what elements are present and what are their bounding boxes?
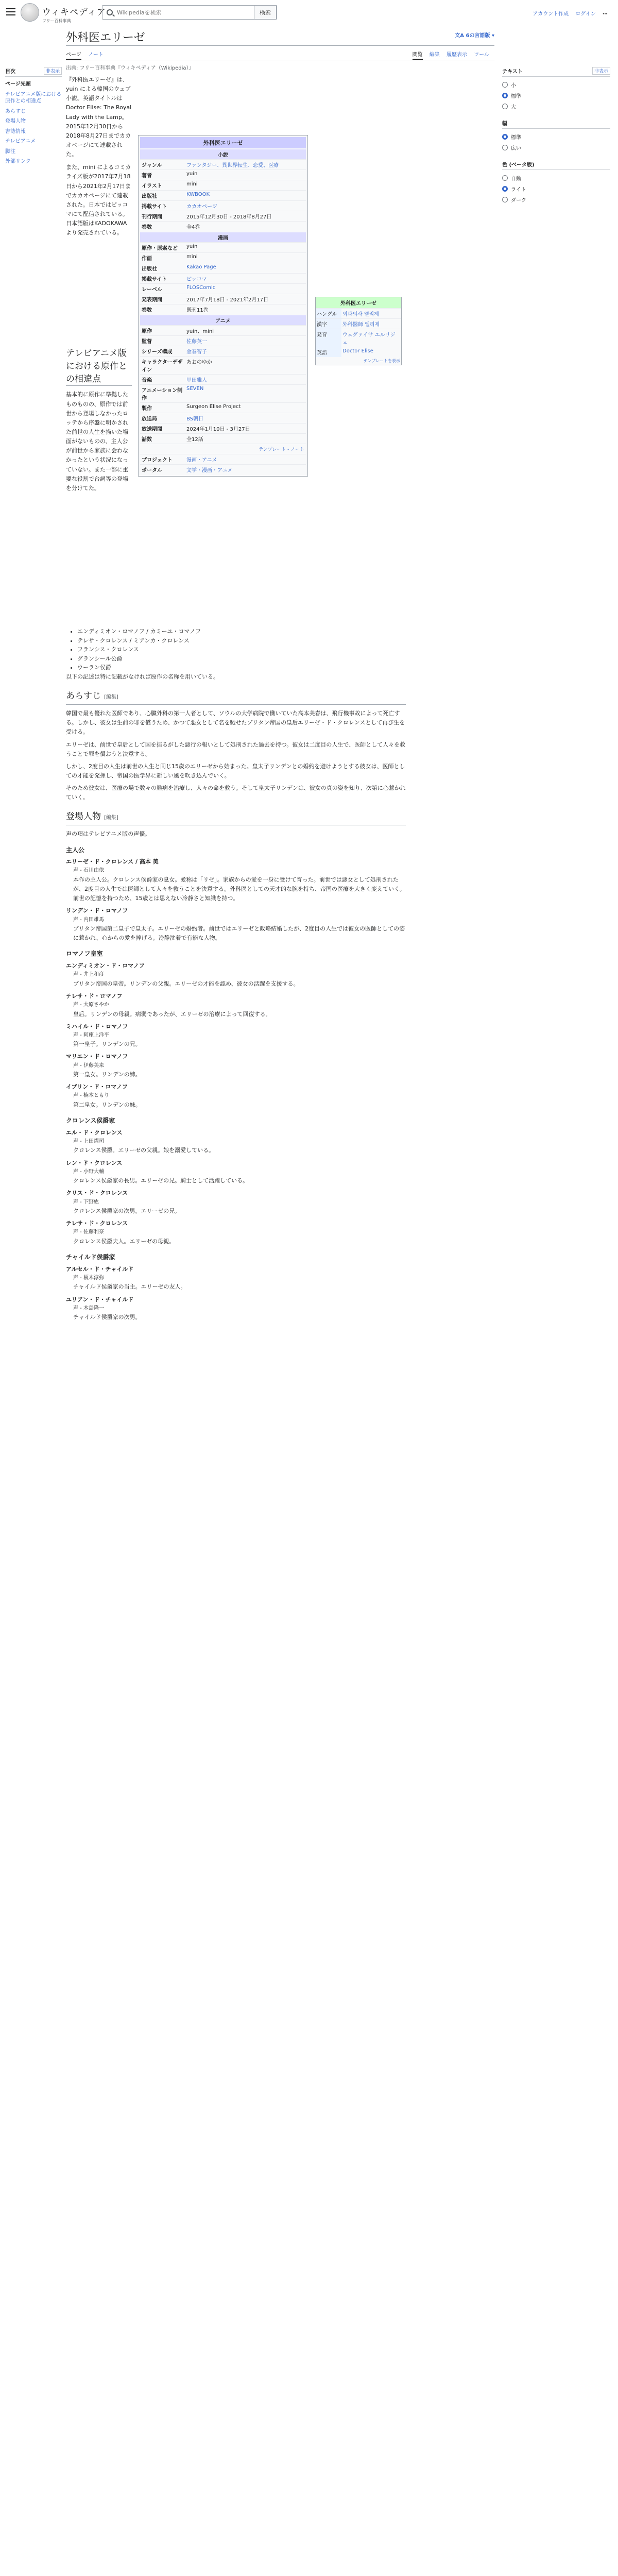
character-name: エル・ド・クロレンス (66, 1129, 123, 1136)
infobox-key: 話数 (142, 437, 152, 443)
infobox-value: 全4巻 (186, 225, 200, 230)
infobox-value[interactable]: カカオページ (186, 204, 217, 210)
infobox-value[interactable]: 金春智子 (186, 349, 207, 355)
infobox-row (140, 384, 306, 402)
korean-name-title: 外科医エリーゼ (316, 297, 401, 308)
radio-icon[interactable] (502, 82, 508, 88)
character-description: ブリタン帝国の皇帝。リンデンの父親。エリーゼの才能を認め、彼女の活躍を支援する。 (73, 980, 299, 987)
character-entry (66, 961, 406, 989)
character-voice-actor[interactable]: 声 - 佐藤利奈 (73, 1229, 104, 1235)
characters-note: 声の項はテレビアニメ版の声優。 (66, 831, 151, 838)
option-label: ライト (511, 187, 526, 193)
character-name: テレサ・ド・ロマノフ (66, 992, 123, 999)
character-description: クロレンス侯爵家の次男。エリーゼの兄。 (73, 1208, 181, 1215)
character-entry (66, 1082, 406, 1110)
toc-item-characters[interactable]: 登場人物 (5, 118, 26, 124)
infobox-value[interactable]: 甲田雅人 (186, 378, 207, 383)
text-size-option[interactable] (502, 79, 610, 90)
korean-name-box (315, 297, 402, 365)
view-tabs (413, 50, 494, 58)
infobox-row (140, 346, 306, 356)
character-entry (66, 992, 406, 1019)
infobox-value[interactable]: ファンタジー、異世界転生、恋愛、医療 (186, 163, 279, 168)
infobox-key: 出版社 (142, 194, 157, 199)
text-size-header (502, 67, 610, 77)
page-tabs (66, 48, 494, 60)
infobox-key: 放送期間 (142, 427, 162, 432)
page-title: 外科医エリーゼ (66, 31, 145, 44)
toc-item-synopsis[interactable]: あらすじ (5, 108, 26, 114)
list-item: • フランシス・クロレンス (77, 645, 406, 654)
infobox-row (140, 273, 306, 283)
site-wordmark[interactable] (42, 5, 106, 24)
infobox-value[interactable]: SEVEN (186, 386, 204, 392)
infobox-value[interactable]: Kakao Page (186, 264, 216, 270)
korean-name-value: Doctor Elise (342, 348, 373, 354)
character-voice-actor[interactable]: 声 - 内田雄馬 (73, 917, 104, 923)
search-button[interactable]: 検索 (254, 5, 277, 20)
main-content (66, 29, 494, 1325)
infobox-value: Surgeon Elise Project (186, 404, 241, 410)
infobox-row (140, 159, 306, 170)
width-option[interactable] (502, 142, 610, 153)
characters-edit-link[interactable]: [編集] (104, 815, 118, 821)
infobox-key: 発表期間 (142, 297, 162, 303)
infobox-row (140, 413, 306, 423)
character-name: リンデン・ド・ロマノフ (66, 907, 128, 914)
character-entry (66, 1128, 406, 1156)
toc-heading: 目次 (5, 69, 15, 75)
anime-diff-heading-text: テレビアニメ版における原作との相違点 (66, 348, 127, 385)
toc-header (5, 67, 62, 77)
character-group-heading: ロマノフ皇室 (66, 950, 103, 958)
infobox-value[interactable]: BS朝日 (186, 416, 204, 422)
tab-read[interactable]: 閲覧 (413, 52, 423, 60)
character-entry (66, 1022, 406, 1049)
character-description: クロレンス侯爵。エリーゼの父親。娘を溺愛している。 (73, 1147, 215, 1154)
more-options-icon[interactable]: ⋯ (603, 11, 608, 17)
character-voice-actor[interactable]: 声 - 大原さやか (73, 1002, 109, 1008)
infobox-row (140, 190, 306, 200)
radio-icon[interactable] (502, 145, 508, 150)
infobox-value: 2015年12月30日 - 2018年8月27日 (186, 214, 272, 220)
infobox-key: 出版社 (142, 266, 157, 272)
character-description: クロレンス侯爵家の長男。エリーゼの兄。騎士として活躍している。 (73, 1177, 249, 1184)
infobox-value[interactable]: KWBOOK (186, 192, 210, 197)
namespace-tabs (66, 50, 109, 58)
infobox-section-novel: 小説 (140, 149, 306, 159)
text-size-heading: テキスト (502, 69, 523, 75)
korean-name-value: ウェグァイサ エルリジェ (342, 332, 396, 346)
infobox-value[interactable]: ピッコマ (186, 277, 207, 282)
infobox-row (140, 211, 306, 221)
infobox-value: mini (186, 181, 198, 187)
search-box (102, 5, 277, 20)
character-voice-actor[interactable]: 声 - 下野紘 (73, 1199, 99, 1205)
infobox-template-link[interactable]: テンプレート - ノート (140, 444, 306, 454)
infobox-value[interactable]: FLOSComic (186, 285, 216, 291)
synopsis-paragraph: 韓国で最も優れた医師であり、心臓外科の第一人者として、ソウルの大学病院で働いていた高本美春は、飛行機事故によって死亡する。しかし、彼女は生前の罪を償うため、かつて悪女として名を馳せたブリタン帝国の皇后エリーゼ・ド・クロレンスとして再び生を受ける。 (66, 710, 405, 736)
infobox-key: 製作 (142, 406, 152, 412)
korean-name-key: ハングル (316, 309, 341, 318)
color-option[interactable] (502, 194, 610, 205)
synopsis-paragraph: しかし、2度目の人生は前世の人生と同じ15歳のエリーゼから始まった。皇太子リンデンとの婚約を避けようとする彼女は、医師としての才能を発揮し、帝国の医学界に新しい風を吹き込んでいく。 (66, 762, 405, 779)
infobox-title: 外科医エリーゼ (140, 137, 306, 148)
color-option[interactable] (502, 173, 610, 183)
search-input[interactable] (117, 9, 241, 16)
korean-name-row (316, 308, 401, 318)
infobox-key: 原作・原案など (142, 246, 178, 251)
infobox-key: ポータル (142, 468, 162, 473)
infobox-key: キャラクターデザイン (142, 360, 183, 373)
infobox-key: シリーズ構成 (142, 349, 173, 355)
korean-name-row (316, 347, 401, 357)
infobox-value[interactable]: 文学・漫画・アニメ (186, 468, 233, 473)
character-description: チャイルド侯爵家の次男。 (73, 1314, 141, 1321)
search-icon (107, 9, 113, 15)
character-name: エンディミオン・ド・ロマノフ (66, 962, 145, 970)
infobox-value: 2024年1月10日 - 3月27日 (186, 427, 250, 432)
anime-diff-text: 基本的に原作に準拠したものものの、原作では前世から登場しなかったロッテから序盤に明かされた前世の人生を描いた場面がないものの、主人公が前世から家族に会わなかったという状況になっていない。また一部に重要な役割で台詞等の登場を分けてた。 (66, 391, 128, 492)
infobox-row (140, 242, 306, 252)
list-item: • グランシール公爵 (77, 654, 406, 664)
character-voice-actor[interactable]: 声 - 井上和彦 (73, 972, 104, 978)
infobox-row (140, 304, 306, 314)
character-name: ユリアン・ド・チャイルド (66, 1296, 134, 1303)
character-group-heading: 主人公 (66, 846, 85, 854)
tab-tools[interactable]: ツール (474, 52, 489, 58)
infobox-value: yuin (186, 244, 198, 249)
toc-item-anime[interactable]: テレビアニメ (5, 139, 36, 144)
infobox-row (140, 433, 306, 444)
korean-name-value: 外科醫師 엘리제 (342, 322, 380, 328)
character-entry (66, 1295, 406, 1323)
radio-selected-icon[interactable] (502, 93, 508, 98)
character-name: ミハイル・ド・ロマノフ (66, 1023, 128, 1030)
infobox-key: 放送局 (142, 416, 157, 422)
width-settings (502, 119, 610, 153)
radio-icon[interactable] (502, 104, 508, 109)
toc-item-notes[interactable]: 脚注 (5, 148, 15, 155)
toc-item-top[interactable]: ページ先頭 (5, 81, 31, 87)
korean-name-value: 외과의사 엘리제 (342, 312, 379, 317)
infobox-key: プロジェクト (142, 457, 173, 463)
synopsis-heading (66, 689, 406, 705)
site-title: ウィキペディア (42, 7, 106, 18)
infobox-row (140, 325, 306, 335)
table-of-contents (5, 67, 62, 167)
width-option[interactable] (502, 131, 610, 142)
color-settings (502, 160, 610, 205)
character-group-heading: チャイルド侯爵家 (66, 1253, 115, 1261)
anime-diff-list-section (66, 627, 406, 1322)
option-label: 大 (511, 105, 516, 110)
page-tagline: 出典: フリー百科事典『ウィキペディア（Wikipedia）』 (66, 65, 194, 71)
list-item: • ウーラン侯爵 (77, 663, 406, 672)
infobox-row (140, 374, 306, 384)
character-groups (66, 845, 406, 1323)
option-label: 自動 (511, 176, 521, 182)
infobox-row (140, 294, 306, 304)
character-name: エリーゼ・ド・クロレンス / 高本 美 (66, 858, 159, 866)
option-label: 小 (511, 83, 516, 89)
infobox-value: 既刊11巻 (186, 308, 209, 313)
anime-diff-heading (66, 346, 132, 386)
character-entry (66, 1265, 406, 1292)
infobox-value: mini (186, 254, 198, 260)
text-size-option[interactable] (502, 90, 610, 101)
character-name: クリス・ド・クロレンス (66, 1190, 128, 1197)
list-item: • テレサ・クロレンス / ミアンカ・クロレンス (77, 636, 406, 646)
tab-talk[interactable]: ノート (88, 52, 104, 58)
toc-item-books[interactable]: 書誌情報 (5, 128, 26, 134)
radio-selected-icon[interactable] (502, 186, 508, 192)
infobox-value: あおのゆか (186, 360, 212, 365)
character-description: 第一皇女。リンデンの姉。 (73, 1071, 141, 1078)
korean-name-template-link[interactable]: テンプレートを表示 (363, 359, 400, 363)
language-count: 6の言語版 (466, 33, 490, 39)
anime-diff-note: 以下の記述は特に記載がなければ原作の名称を用いている。 (66, 673, 219, 680)
site-subtitle: フリー百科事典 (42, 19, 71, 23)
character-name: テレサ・ド・クロレンス (66, 1220, 128, 1227)
character-voice-actor[interactable]: 声 - 伊藤美来 (73, 1062, 104, 1069)
character-group-heading: クロレンス侯爵家 (66, 1117, 115, 1125)
infobox-key: 刊行期間 (142, 214, 162, 220)
infobox-key: 巻数 (142, 225, 152, 230)
create-account-link[interactable]: アカウント作成 (533, 11, 569, 17)
korean-name-row (316, 329, 401, 347)
language-button[interactable]: 文A 6の言語版 ▾ (455, 33, 494, 39)
infobox-section-anime: アニメ (140, 315, 306, 325)
character-entry (66, 1052, 406, 1079)
infobox-row (140, 180, 306, 190)
character-name: マリエン・ド・ロマノフ (66, 1053, 128, 1060)
anime-diff-section (66, 346, 132, 493)
infobox-key: 作画 (142, 256, 152, 262)
infobox-row (140, 221, 306, 231)
korean-name-row (316, 318, 401, 329)
character-voice-actor[interactable]: 声 - 楠木ともり (73, 1093, 109, 1099)
width-heading: 幅 (502, 121, 507, 127)
infobox-row (140, 454, 306, 464)
character-entry (66, 1159, 406, 1186)
intro-column (66, 75, 132, 238)
width-header (502, 119, 610, 129)
characters-heading (66, 809, 406, 825)
character-name: アルセル・ド・チャイルド (66, 1265, 134, 1273)
tab-history[interactable]: 履歴表示 (447, 52, 467, 58)
list-item: • エンディミオン・ロマノフ / カミーユ・ロマノフ (77, 627, 406, 636)
infobox-section-manga: 漫画 (140, 232, 306, 242)
infobox-row (140, 356, 306, 374)
infobox-row (140, 423, 306, 433)
option-label: 標準 (511, 94, 521, 99)
character-description: 皇后。リンデンの母親。病弱であったが、エリーゼの治療によって回復する。 (73, 1010, 271, 1018)
appearance-hide-button[interactable]: 非表示 (592, 67, 610, 75)
infobox-row (140, 263, 306, 273)
infobox-key: 掲載サイト (142, 277, 167, 282)
text-size-option[interactable] (502, 101, 610, 112)
synopsis-edit-link[interactable]: [編集] (104, 694, 118, 701)
toc-item-external[interactable]: 外部リンク (5, 159, 31, 164)
option-label: 広い (511, 146, 521, 151)
character-description: ブリタン帝国第二皇子で皇太子。エリーゼの婚約者。前世ではエリーゼと政略結婚したが、2度目の人生では彼女の医師としての姿に惹かれ、心からの愛を捧げる。冷静沈着で有能な人物。 (73, 925, 405, 942)
character-voice-actor[interactable]: 声 - 木島隆一 (73, 1305, 104, 1311)
character-name: イブリン・ド・ロマノフ (66, 1083, 128, 1091)
wikipedia-logo-icon[interactable] (21, 3, 39, 22)
text-size-settings (502, 67, 610, 112)
title-bar (66, 29, 494, 46)
infobox-value: 2017年7月18日 - 2021年2月17日 (186, 297, 269, 303)
radio-icon[interactable] (502, 175, 508, 181)
characters-heading-text: 登場人物 (66, 811, 101, 822)
intro-paragraph-2: また、mini によるコミカライズ版が2017年7月18日から2021年2月17日までカカオページにて連載された。日本ではピッコマにて配信されている。日本語版はKADOKAWAより発売されている。 (66, 164, 131, 236)
character-description: 第一皇子。リンデンの兄。 (73, 1041, 141, 1048)
menu-icon[interactable] (6, 8, 15, 15)
anime-diff-list (66, 627, 406, 672)
infobox-key: 監督 (142, 339, 152, 345)
character-entry (66, 857, 406, 903)
character-entry (66, 906, 406, 943)
infobox (138, 135, 308, 477)
site-header (0, 0, 618, 26)
character-entry (66, 1219, 406, 1246)
login-link[interactable]: ログイン (575, 11, 596, 17)
infobox-value: yuin (186, 171, 198, 177)
infobox-key: 著者 (142, 173, 152, 179)
appearance-panel (502, 67, 610, 212)
korean-name-key: 漢字 (316, 319, 341, 329)
tab-page[interactable]: ページ (66, 52, 81, 60)
infobox-row (140, 170, 306, 180)
infobox-row (140, 252, 306, 263)
infobox-row (140, 335, 306, 346)
infobox-key: ジャンル (142, 163, 162, 168)
infobox-row (140, 402, 306, 413)
synopsis-paragraph: そのため彼女は、医療の場で数々の難病を治療し、人々の命を救う。そして皇太子リンデンは、彼女の真の姿を知り、次第に心惹かれていく。 (66, 785, 406, 801)
infobox-key: アニメーション制作 (142, 388, 183, 401)
personal-tools (527, 9, 608, 17)
toc-hide-button[interactable]: 非表示 (44, 67, 62, 75)
character-name: レン・ド・クロレンス (66, 1159, 123, 1166)
infobox-key: 原作 (142, 329, 152, 334)
color-header (502, 160, 610, 170)
infobox-value: 全12話 (186, 437, 203, 443)
infobox-key: 音楽 (142, 378, 152, 383)
color-option[interactable] (502, 183, 610, 194)
infobox-row (140, 200, 306, 211)
character-voice-actor[interactable]: 声 - 小野大輔 (73, 1168, 104, 1175)
infobox-key: レーベル (142, 287, 162, 293)
option-label: ダーク (511, 198, 526, 204)
option-label: 標準 (511, 135, 521, 141)
character-voice-actor[interactable]: 声 - 石川由依 (73, 868, 104, 874)
synopsis-paragraph: エリーゼは、前世で皇后として国を揺るがした悪行の報いとして処刑された過去を持つ。彼女は二度目の人生で、医師として人々を救うことで罪を償おうと決意する。 (66, 741, 406, 757)
color-heading: 色 (ベータ版) (502, 162, 535, 168)
korean-name-key: 英語 (316, 347, 341, 357)
toc-item-anime-diff[interactable]: テレビアニメ版における原作との相違点 (5, 91, 62, 104)
infobox-value[interactable]: 漫画・アニメ (186, 457, 217, 463)
character-voice-actor[interactable]: 声 - 榎木淳弥 (73, 1275, 104, 1281)
korean-name-key: 発音 (316, 329, 341, 347)
character-description: 第二皇女。リンデンの妹。 (73, 1101, 141, 1108)
character-description: クロレンス侯爵夫人。エリーゼの母親。 (73, 1238, 175, 1245)
infobox-row (140, 283, 306, 294)
tab-edit[interactable]: 編集 (429, 52, 440, 58)
character-voice-actor[interactable]: 声 - 上田燿司 (73, 1138, 104, 1144)
character-entry (66, 1189, 406, 1216)
infobox-key: 掲載サイト (142, 204, 167, 210)
character-description: チャイルド侯爵家の当主。エリーゼの友人。 (73, 1283, 186, 1291)
character-description: 本作の主人公。クロレンス侯爵家の息女。愛称は「リゼ」。家族からの愛を一身に受けて育った。前世では悪女として処刑されたが、2度目の人生では医師として人々を救うことを決意する。外科医としての天才的な腕を持ち、帝国の医療を大きく変えていく。前世の記憶を持つため、15歳とは思えない冷静さと知識を持つ。 (73, 876, 405, 902)
radio-selected-icon[interactable] (502, 134, 508, 140)
infobox-row (140, 464, 306, 474)
infobox-key: 巻数 (142, 308, 152, 313)
infobox-value: yuin、mini (186, 329, 214, 334)
radio-icon[interactable] (502, 197, 508, 202)
character-voice-actor[interactable]: 声 - 阿座上洋平 (73, 1032, 109, 1038)
infobox-key: イラスト (142, 183, 162, 189)
article-body (66, 75, 494, 1322)
intro-paragraph-1: 『外科医エリーゼ』は、yuin による韓国のウェブ小説。英語タイトルは Doctor Elise: The Royal Lady with the Lamp。2015年12月30日から2018年8月27日までカカオページにて連載された。 (66, 76, 132, 158)
infobox-value[interactable]: 佐藤英一 (186, 339, 207, 345)
synopsis-heading-text: あらすじ (66, 691, 101, 702)
